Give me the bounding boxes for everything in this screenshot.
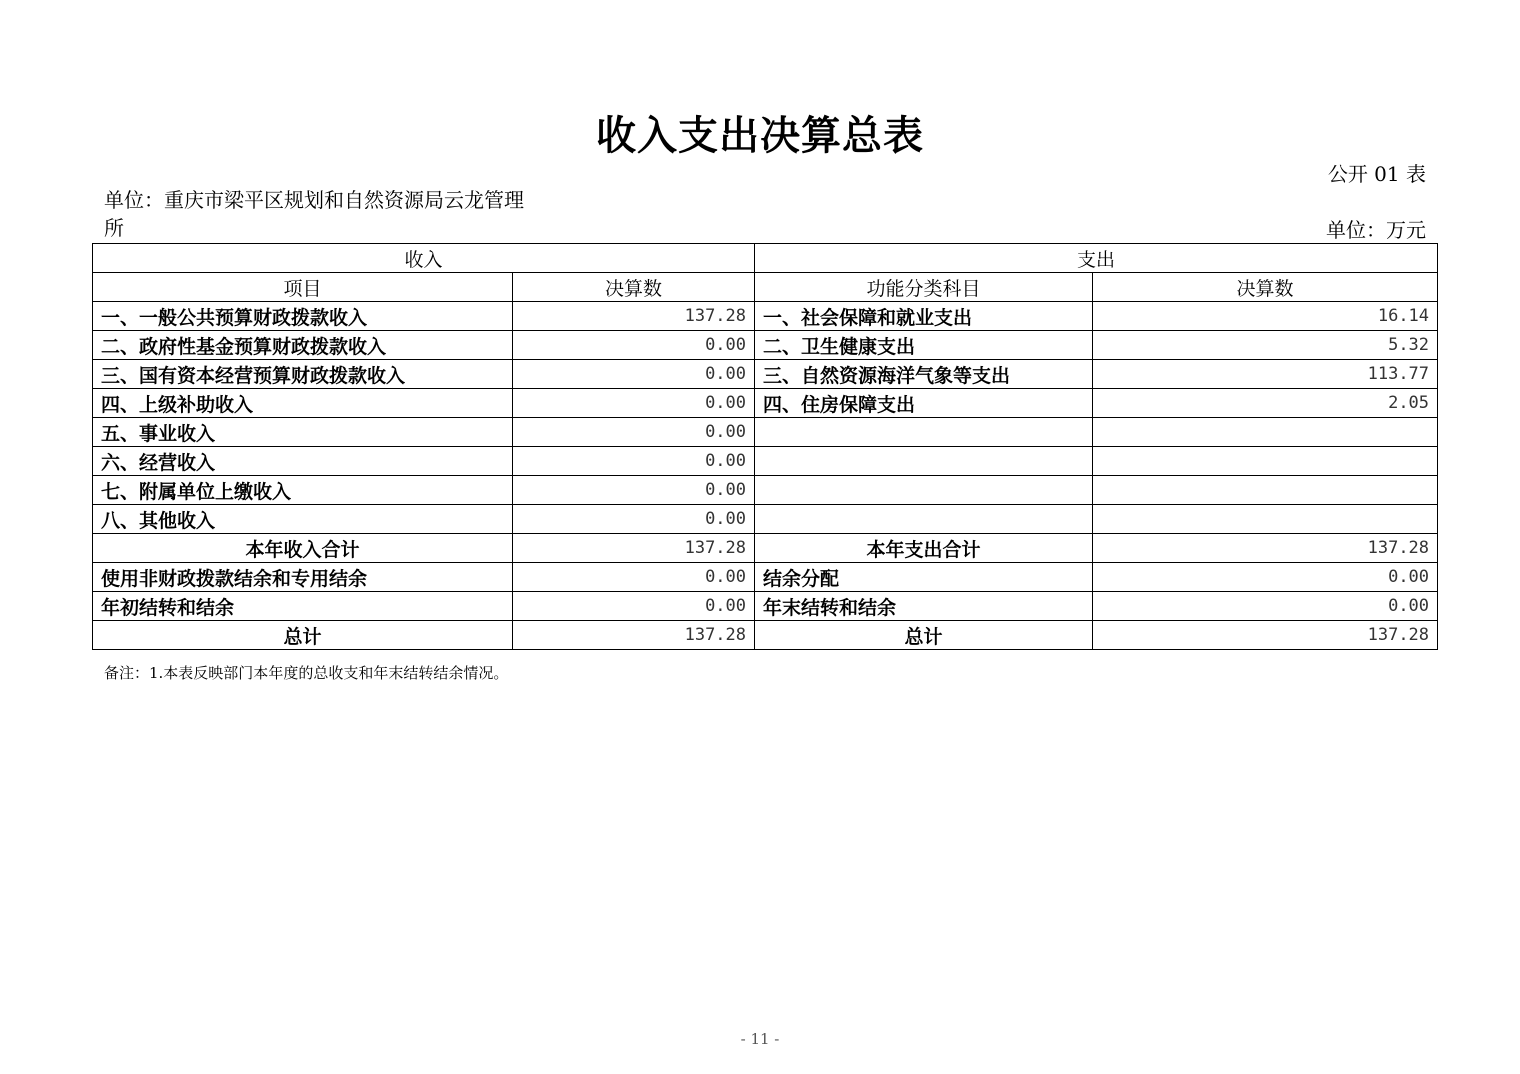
income-value: 137.28 (513, 302, 755, 331)
table-row (93, 302, 1438, 331)
expense-label (755, 418, 1093, 447)
income-label: 七、附属单位上缴收入 (93, 476, 513, 505)
expense-label: 三、自然资源海洋气象等支出 (755, 360, 1093, 389)
income-value: 0.00 (513, 505, 755, 534)
expense-value (1093, 476, 1438, 505)
expense-total-label: 总计 (755, 621, 1093, 650)
income-value: 0.00 (513, 360, 755, 389)
expense-value: 2.05 (1093, 389, 1438, 418)
expense-value (1093, 447, 1438, 476)
expense-amount-header: 决算数 (1093, 273, 1438, 302)
expense-label: 一、社会保障和就业支出 (755, 302, 1093, 331)
expense-label (755, 476, 1093, 505)
expense-value: 0.00 (1093, 563, 1438, 592)
footnote: 备注：1.本表反映部门本年度的总收支和年末结转结余情况。 (104, 664, 509, 682)
section-header-row (93, 244, 1438, 273)
expense-label: 年末结转和结余 (755, 592, 1093, 621)
income-value: 0.00 (513, 447, 755, 476)
income-label: 年初结转和结余 (93, 592, 513, 621)
expense-label (755, 447, 1093, 476)
unit-organization: 单位：重庆市梁平区规划和自然资源局云龙管理所 (104, 188, 524, 240)
expense-value: 113.77 (1093, 360, 1438, 389)
income-subtotal-label: 本年收入合计 (93, 534, 513, 563)
income-expense-table (92, 243, 1438, 650)
income-label: 五、事业收入 (93, 418, 513, 447)
income-label: 三、国有资本经营预算财政拨款收入 (93, 360, 513, 389)
table-row (93, 418, 1438, 447)
income-subtotal-value: 137.28 (513, 534, 755, 563)
income-total-label: 总计 (93, 621, 513, 650)
income-value: 0.00 (513, 418, 755, 447)
table-row (93, 476, 1438, 505)
table-row (93, 389, 1438, 418)
table-row (93, 331, 1438, 360)
expense-label (755, 505, 1093, 534)
table-row (93, 592, 1438, 621)
income-section-header: 收入 (93, 244, 755, 273)
page-title: 收入支出决算总表 (596, 112, 924, 159)
income-value: 0.00 (513, 389, 755, 418)
expense-value (1093, 505, 1438, 534)
item-header: 项目 (93, 273, 513, 302)
expense-value (1093, 418, 1438, 447)
expense-label: 四、住房保障支出 (755, 389, 1093, 418)
expense-label: 二、卫生健康支出 (755, 331, 1093, 360)
expense-total-value: 137.28 (1093, 621, 1438, 650)
table-row (93, 563, 1438, 592)
table-row (93, 505, 1438, 534)
page-number: - 11 - (740, 1030, 780, 1048)
expense-value: 0.00 (1093, 592, 1438, 621)
income-value: 0.00 (513, 476, 755, 505)
expense-subtotal-label: 本年支出合计 (755, 534, 1093, 563)
income-label: 一、一般公共预算财政拨款收入 (93, 302, 513, 331)
income-label: 八、其他收入 (93, 505, 513, 534)
subtotal-row (93, 534, 1438, 563)
expense-label: 结余分配 (755, 563, 1093, 592)
income-value: 0.00 (513, 563, 755, 592)
income-label: 六、经营收入 (93, 447, 513, 476)
expense-value: 16.14 (1093, 302, 1438, 331)
income-amount-header: 决算数 (513, 273, 755, 302)
income-total-value: 137.28 (513, 621, 755, 650)
income-label: 使用非财政拨款结余和专用结余 (93, 563, 513, 592)
income-label: 二、政府性基金预算财政拨款收入 (93, 331, 513, 360)
expense-section-header: 支出 (755, 244, 1438, 273)
expense-value: 5.32 (1093, 331, 1438, 360)
table-row (93, 360, 1438, 389)
expense-subtotal-value: 137.28 (1093, 534, 1438, 563)
income-value: 0.00 (513, 331, 755, 360)
income-label: 四、上级补助收入 (93, 389, 513, 418)
income-value: 0.00 (513, 592, 755, 621)
column-header-row (93, 273, 1438, 302)
total-row (93, 621, 1438, 650)
form-number: 公开 01 表 (1327, 162, 1426, 186)
unit-currency: 单位：万元 (1326, 218, 1426, 242)
table-row (93, 447, 1438, 476)
func-class-header: 功能分类科目 (755, 273, 1093, 302)
